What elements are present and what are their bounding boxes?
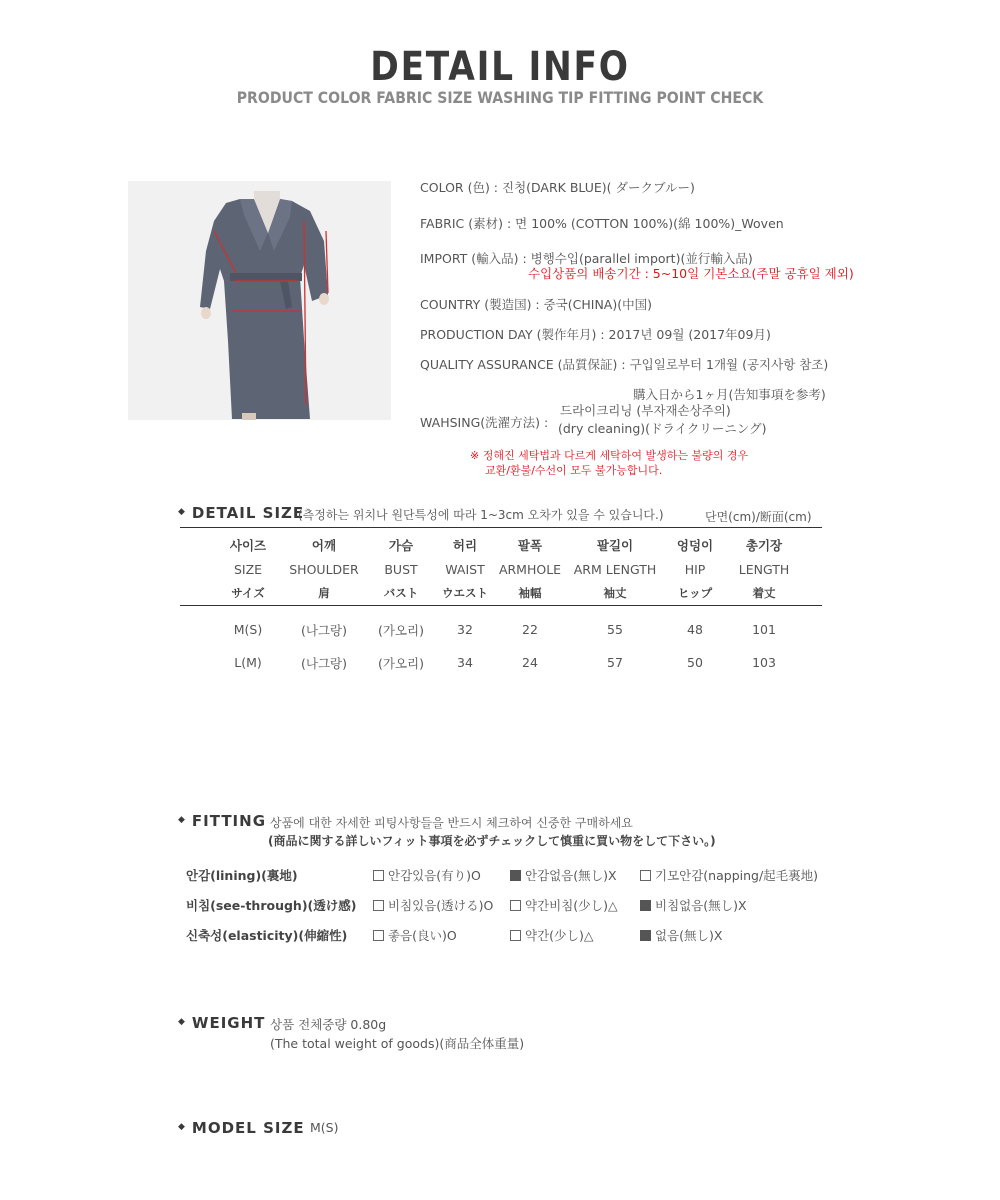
fitting-option [640,866,818,884]
diamond-icon: ◆ [178,506,186,517]
size-table [214,533,802,605]
table-cell: 22 [522,622,538,637]
diamond-icon: ◆ [178,1016,186,1027]
fitting-option [640,896,747,914]
info-quality-jp: 購入日から1ヶ月(告知事項を参考) [633,387,826,402]
header-cell: ARM LENGTH [573,561,657,577]
table-cell: 48 [687,622,703,637]
fitting-option-label: 없음(無し)X [655,928,723,943]
fitting-label-see-through: 비침(see-through)(透け感) [186,898,357,913]
size-table-header-jp [214,581,802,605]
header-cell: HIP [684,561,706,577]
size-table-header-ko [214,533,802,557]
model-size-value: M(S) [310,1120,339,1135]
header-cell: ウエスト [442,586,488,600]
info-production-day: PRODUCTION DAY (製作年月) : 2017년 09월 (2017年09月) [420,327,771,342]
header-cell: バスト [383,586,419,600]
header-cell: 총기장 [745,538,783,553]
checkbox-empty-icon [640,870,651,881]
header-cell: 肩 [318,586,330,600]
header-cell: 가슴 [388,538,414,553]
table-cell: (나그랑) [301,655,347,671]
divider [180,527,822,528]
table-cell: 55 [607,622,623,637]
header-cell: SHOULDER [289,561,359,577]
info-quality: QUALITY ASSURANCE (品質保証) : 구입일로부터 1개월 (공지사항 참조) [420,357,829,372]
detail-size-title: DETAIL SIZE [191,504,305,522]
model-size-title: MODEL SIZE [191,1119,305,1137]
table-row [214,613,802,646]
table-cell: 50 [687,655,703,670]
header-cell: サイズ [231,586,265,600]
weight-line-1: 상품 전체중량 0.80g [270,1017,387,1032]
divider [180,605,822,606]
table-cell: 103 [752,655,776,670]
table-cell: 34 [457,655,473,670]
header-cell: SIZE [233,561,263,577]
info-import: IMPORT (輸入品) : 병행수입(parallel import)(並行輸入品) [420,251,753,266]
fitting-option-label: 약간(少し)△ [525,928,594,943]
table-cell: 24 [522,655,538,670]
model-size-heading [178,1119,305,1137]
header-cell: ARMHOLE [498,561,562,577]
header-cell: 팔폭 [517,538,543,553]
info-washing-label: WAHSING(洗濯方法) : [420,415,549,430]
info-country: COUNTRY (製造国) : 중국(CHINA)(中国) [420,297,652,312]
header-cell: 사이즈 [229,538,267,553]
header-cell: 엉덩이 [676,538,714,553]
page-subtitle: PRODUCT COLOR FABRIC SIZE WASHING TIP FITTING POINT CHECK [236,88,764,107]
fitting-option [510,896,618,914]
header-cell: BUST [384,561,418,577]
fitting-option-label: 약간비침(少し)△ [525,898,618,913]
detail-size-heading [178,504,304,522]
checkbox-empty-icon [510,900,521,911]
page-title: DETAIL INFO [370,44,630,90]
fitting-option [373,866,481,884]
header-cell: WAIST [445,561,485,577]
table-cell: 32 [457,622,473,637]
info-import-note: 수입상품의 배송기간 : 5~10일 기본소요(주말 공휴일 제외) [528,266,854,281]
detail-size-unit: 단면(cm)/断面(cm) [705,510,812,524]
table-cell: 57 [607,655,623,670]
info-washing-1: 드라이크리닝 (부자재손상주의) [560,403,731,418]
fitting-desc-2: (商品に関する詳しいフィット事項を必ずチェックして慎重に買い物をして下さい。) [268,834,716,848]
fitting-option [640,926,722,944]
header-cell: ヒップ [677,586,713,600]
checkbox-filled-icon [640,930,651,941]
fitting-option-label: 비침없음(無し)X [655,898,747,913]
fitting-option-label: 안감없음(無し)X [525,868,617,883]
fitting-label-elasticity: 신축성(elasticity)(伸縮性) [186,928,348,943]
table-cell: 101 [752,622,776,637]
info-fabric: FABRIC (素材) : 면 100% (COTTON 100%)(綿 100%)_Woven [420,216,784,231]
weight-line-2: (The total weight of goods)(商品全体重量) [270,1036,525,1051]
fitting-option [373,896,493,914]
info-color: COLOR (色) : 진청(DARK BLUE)( ダークブルー) [420,180,695,195]
fitting-title: FITTING [191,812,267,830]
fitting-label-lining: 안감(lining)(裏地) [186,868,298,883]
size-table-body [214,613,802,679]
weight-title: WEIGHT [191,1014,266,1032]
table-cell: (나그랑) [301,622,347,638]
header-cell: 着丈 [752,586,776,600]
header-cell: 어깨 [311,538,337,553]
header-cell: 袖丈 [603,586,627,600]
product-photo [128,181,391,420]
warning-line-2: 교환/환불/수선이 모두 불가능합니다. [485,464,663,477]
header-cell: 袖幅 [518,586,542,600]
checkbox-filled-icon [640,900,651,911]
checkbox-empty-icon [373,900,384,911]
fitting-option [510,866,617,884]
warning-line-1: ※ 정해진 세탁법과 다르게 세탁하여 발생하는 불량의 경우 [470,449,749,462]
diamond-icon: ◆ [178,1121,186,1132]
checkbox-empty-icon [373,870,384,881]
fitting-option [510,926,594,944]
fitting-option-label: 기모안감(napping/起毛裏地) [655,868,819,883]
fitting-option-label: 좋음(良い)O [388,928,457,943]
checkbox-empty-icon [510,930,521,941]
info-washing-2: (dry cleaning)(ドライクリーニング) [558,421,767,436]
fitting-option [373,926,457,944]
fitting-desc-1: 상품에 대한 자세한 피팅사항들을 반드시 체크하여 신중한 구매하세요 [270,816,633,830]
header-cell: 허리 [452,538,478,553]
detail-size-note: (측정하는 위치나 원단특성에 따라 1~3cm 오차가 있을 수 있습니다.) [298,508,664,522]
fitting-option-label: 안감있음(有り)O [388,868,481,883]
table-row [214,646,802,679]
table-cell: (가오리) [378,622,424,638]
fitting-option-label: 비침있음(透ける)O [388,898,494,913]
size-table-header-en [214,557,802,581]
table-cell: M(S) [233,622,263,637]
header-cell: 팔길이 [596,538,634,553]
coat-illustration [128,181,391,420]
header-cell: LENGTH [738,561,790,577]
checkbox-filled-icon [510,870,521,881]
fitting-heading [178,812,266,830]
weight-heading [178,1014,265,1032]
table-cell: (가오리) [378,655,424,671]
checkbox-empty-icon [373,930,384,941]
table-cell: L(M) [234,655,262,670]
diamond-icon: ◆ [178,814,186,825]
